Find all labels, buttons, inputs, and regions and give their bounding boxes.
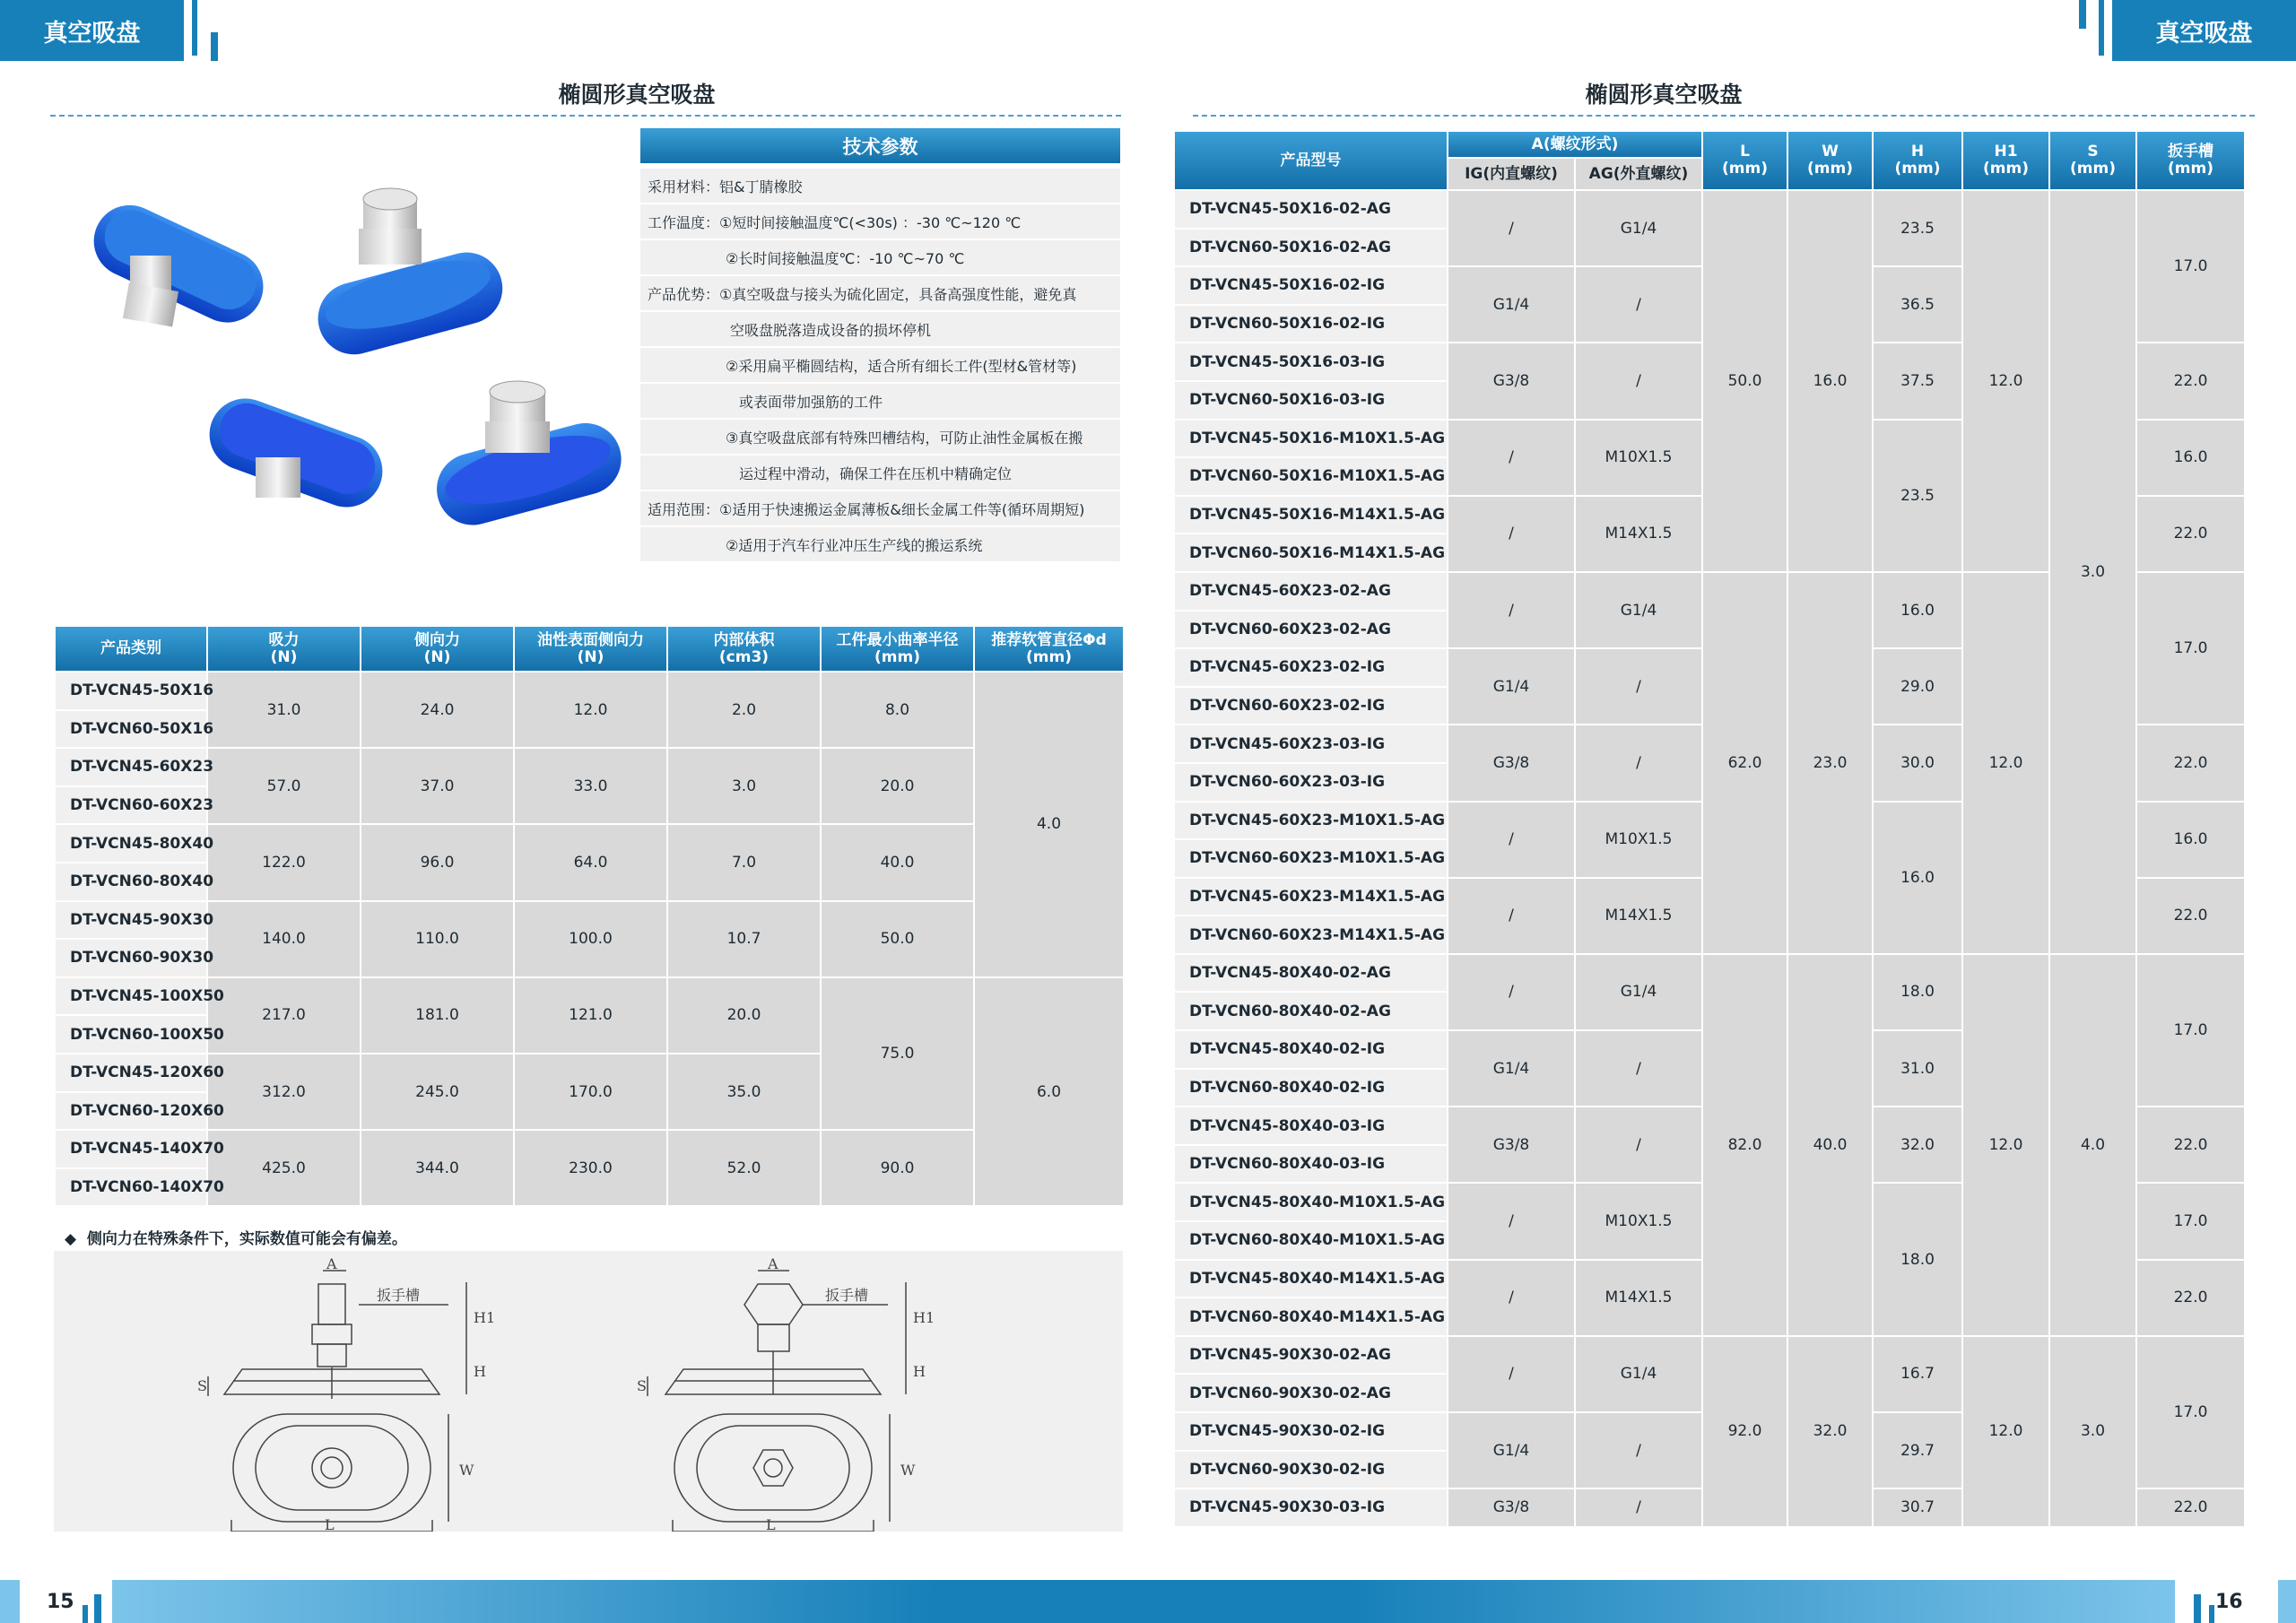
value-cell: 170.0 [514,1054,667,1130]
model-cell: DT-VCN45-60X23-03-IG [1174,725,1448,763]
value-cell: 140.0 [207,901,361,977]
model-cell: DT-VCN60-60X23-03-IG [1174,763,1448,802]
table-row [1174,1336,2245,1375]
hose-cell: 4.0 [974,672,1124,977]
slot-cell: 22.0 [2136,496,2245,572]
h-cell: 31.0 [1873,1030,1962,1107]
left-col-header [207,626,361,672]
ag-cell: G1/4 [1575,1336,1702,1412]
slot-cell: 22.0 [2136,1488,2245,1527]
ig-cell: / [1448,802,1575,878]
hose-cell: 6.0 [974,977,1124,1207]
h-cell: 30.0 [1873,725,1962,801]
value-cell: 40.0 [821,824,974,900]
col-w-unit: (mm) [1807,160,1853,178]
value-cell: 90.0 [821,1130,974,1206]
col-s-name: S [2087,143,2099,161]
slot-cell: 22.0 [2136,878,2245,954]
header-bar-decor [192,0,197,56]
ig-cell: G3/8 [1448,725,1575,801]
col-l [1702,131,1787,190]
model-cell: DT-VCN45-90X30-02-IG [1174,1412,1448,1451]
model-cell: DT-VCN45-90X30-02-AG [1174,1336,1448,1375]
value-cell: 230.0 [514,1130,667,1206]
model-cell: DT-VCN45-50X16 [55,672,207,710]
value-cell: 217.0 [207,977,361,1054]
slot-cell: 22.0 [2136,343,2245,419]
ig-cell: G3/8 [1448,1107,1575,1183]
spec-line: ②适用于汽车行业冲压生产线的搬运系统 [640,527,1120,563]
h-cell: 30.7 [1873,1488,1962,1527]
l-cell: 50.0 [1702,190,1787,572]
col-h [1873,131,1962,190]
drawing-view-1 [208,1271,466,1532]
ag-cell: G1/4 [1575,954,1702,1030]
footer-decor [83,1605,88,1623]
ig-cell: / [1448,496,1575,572]
ig-cell: G1/4 [1448,266,1575,343]
model-cell: DT-VCN60-60X23-M10X1.5-AG [1174,839,1448,878]
ig-cell: / [1448,1183,1575,1259]
ag-cell: / [1575,725,1702,801]
col-l-unit: (mm) [1722,160,1768,178]
model-cell: DT-VCN60-60X23-M14X1.5-AG [1174,916,1448,954]
h-cell: 29.7 [1873,1412,1962,1488]
header-bar-decor [2079,0,2086,29]
ig-cell: G3/8 [1448,343,1575,419]
value-cell: 96.0 [361,824,514,900]
ag-cell: M10X1.5 [1575,420,1702,496]
value-cell: 33.0 [514,748,667,824]
ag-cell: / [1575,266,1702,343]
footer-decor [2278,1580,2296,1623]
col-slot-name: 扳手槽 [2168,143,2214,161]
model-cell: DT-VCN45-60X23-02-AG [1174,572,1448,611]
header-text: (cm3) [718,647,770,666]
slot-cell: 17.0 [2136,954,2245,1107]
col-w [1787,131,1873,190]
dim-label-h: H [913,1363,926,1380]
header-text: 油性表面侧向力 [537,630,644,649]
left-spec-table [54,625,1125,1207]
dim-label-w: W [900,1462,916,1479]
col-slot-unit: (mm) [2168,160,2213,178]
ig-cell: G1/4 [1448,1412,1575,1488]
header-text: 内部体积 [713,630,775,649]
col-s-unit: (mm) [2070,160,2116,178]
right-section-title: 椭圆形真空吸盘 [1585,82,1743,108]
h-cell: 37.5 [1873,343,1962,419]
dim-label-h1: H1 [474,1309,496,1326]
table-row [1174,954,2245,993]
model-cell: DT-VCN45-50X16-03-IG [1174,343,1448,381]
h1-cell: 12.0 [1962,1336,2049,1527]
spec-line: 工作温度：①短时间接触温度℃(<30s) ：-30 ℃~120 ℃ [640,204,1120,240]
ig-cell: / [1448,420,1575,496]
ag-cell: G1/4 [1575,572,1702,648]
h1-cell: 12.0 [1962,954,2049,1336]
drawing-svg [54,1251,1123,1532]
h-cell: 36.5 [1873,266,1962,343]
s-cell: 3.0 [2049,190,2136,954]
drawing-view-2 [648,1271,906,1532]
model-cell: DT-VCN45-80X40-02-IG [1174,1030,1448,1069]
s-cell: 3.0 [2049,1336,2136,1527]
value-cell: 181.0 [361,977,514,1054]
ag-cell: M10X1.5 [1575,1183,1702,1259]
divider [50,115,1121,117]
col-h1 [1962,131,2049,190]
model-cell: DT-VCN45-60X23-M10X1.5-AG [1174,802,1448,840]
dim-label-w: W [459,1462,474,1479]
col-w-name: W [1822,143,1839,161]
spec-line: 或表面带加强筋的工件 [640,384,1120,420]
ag-cell: M14X1.5 [1575,878,1702,954]
header-text: 产品类别 [100,639,161,657]
col-ig: IG(内直螺纹) [1448,158,1575,190]
ag-cell: / [1575,1488,1702,1527]
page-number-left: 15 [47,1591,74,1613]
value-cell: 121.0 [514,977,667,1054]
col-model: 产品型号 [1174,131,1448,190]
s-cell: 4.0 [2049,954,2136,1336]
dim-label-h: H [474,1363,486,1380]
model-cell: DT-VCN60-50X16-02-IG [1174,305,1448,343]
model-cell: DT-VCN45-80X40-03-IG [1174,1107,1448,1145]
model-cell: DT-VCN45-50X16-M10X1.5-AG [1174,420,1448,458]
slot-cell: 17.0 [2136,190,2245,343]
model-cell: DT-VCN45-50X16-M14X1.5-AG [1174,496,1448,534]
col-ag: AG(外直螺纹) [1575,158,1702,190]
ag-cell: / [1575,1412,1702,1488]
value-cell: 110.0 [361,901,514,977]
col-thread: A(螺纹形式) [1448,131,1702,158]
table-row [55,672,1124,710]
footer-bar [112,1580,2175,1623]
value-cell: 245.0 [361,1054,514,1130]
slot-cell: 17.0 [2136,1183,2245,1259]
model-cell: DT-VCN60-80X40-03-IG [1174,1145,1448,1184]
model-cell: DT-VCN45-80X40-M10X1.5-AG [1174,1183,1448,1221]
w-cell: 40.0 [1787,954,1873,1336]
slot-cell: 17.0 [2136,1336,2245,1488]
h1-cell: 12.0 [1962,572,2049,954]
left-col-header [667,626,821,672]
header-text: 推荐软管直径Φd [991,630,1107,649]
model-cell: DT-VCN60-80X40-02-AG [1174,992,1448,1030]
model-cell: DT-VCN45-80X40-M14X1.5-AG [1174,1260,1448,1298]
header-text: (N) [270,647,298,666]
value-cell: 20.0 [667,977,821,1054]
col-s [2049,131,2136,190]
header-tab-right: 真空吸盘 [2112,0,2296,61]
value-cell: 10.7 [667,901,821,977]
model-cell: DT-VCN60-90X30 [55,939,207,977]
col-h1-unit: (mm) [1983,160,2029,178]
dim-label-slot: 扳手槽 [825,1287,869,1304]
divider [1193,115,2255,117]
dim-label-s: S [197,1377,207,1394]
left-col-header [361,626,514,672]
footer-decor [2209,1605,2214,1623]
model-cell: DT-VCN60-80X40-02-IG [1174,1069,1448,1107]
dim-label-h1: H1 [913,1309,935,1326]
model-cell: DT-VCN45-100X50 [55,977,207,1016]
dim-label-s: S [637,1377,647,1394]
technical-drawing [54,1251,1123,1532]
slot-cell: 22.0 [2136,1260,2245,1336]
spec-line: 运过程中滑动，确保工件在压机中精确定位 [640,456,1120,491]
ag-cell: / [1575,648,1702,725]
model-cell: DT-VCN60-50X16-02-AG [1174,229,1448,267]
model-cell: DT-VCN45-60X23-02-IG [1174,648,1448,687]
dim-label-l: L [766,1516,776,1532]
model-cell: DT-VCN60-50X16-03-IG [1174,381,1448,420]
product-image [54,161,628,547]
value-cell: 312.0 [207,1054,361,1130]
value-cell: 50.0 [821,901,974,977]
footer-decor [94,1594,101,1623]
table-row [55,824,1124,863]
spec-line: 适用范围：①适用于快速搬运金属薄板&细长金属工件等(循环周期短) [640,491,1120,527]
model-cell: DT-VCN60-90X30-02-IG [1174,1451,1448,1489]
slot-cell: 17.0 [2136,572,2245,725]
model-cell: DT-VCN60-50X16-M14X1.5-AG [1174,534,1448,572]
value-cell: 3.0 [667,748,821,824]
l-cell: 62.0 [1702,572,1787,954]
specs-title: 技术参数 [640,128,1120,163]
dim-label-l: L [325,1516,335,1532]
header-text: 工件最小曲率半径 [836,630,959,649]
model-cell: DT-VCN60-50X16 [55,710,207,749]
h1-cell: 12.0 [1962,190,2049,572]
model-cell: DT-VCN60-120X60 [55,1092,207,1131]
ag-cell: G1/4 [1575,190,1702,266]
value-cell: 35.0 [667,1054,821,1130]
w-cell: 16.0 [1787,190,1873,572]
model-cell: DT-VCN45-90X30-03-IG [1174,1488,1448,1527]
footer-decor [0,1580,20,1623]
model-cell: DT-VCN60-80X40-M10X1.5-AG [1174,1221,1448,1260]
ag-cell: M14X1.5 [1575,1260,1702,1336]
ig-cell: G1/4 [1448,648,1575,725]
value-cell: 12.0 [514,672,667,748]
header-text: 吸力 [268,630,300,649]
value-cell: 52.0 [667,1130,821,1206]
h-cell: 18.0 [1873,1183,1962,1335]
left-section-title: 椭圆形真空吸盘 [558,82,716,108]
spec-line: 采用材料：铝&丁腈橡胶 [640,169,1120,204]
left-col-header [821,626,974,672]
footer-decor [2194,1594,2201,1623]
value-cell: 31.0 [207,672,361,748]
header-bar-decor [211,32,218,61]
h-cell: 16.0 [1873,802,1962,954]
w-cell: 32.0 [1787,1336,1873,1527]
model-cell: DT-VCN45-60X23 [55,748,207,786]
h-cell: 16.7 [1873,1336,1962,1412]
col-slot [2136,131,2245,190]
spec-line: ③真空吸盘底部有特殊凹槽结构，可防止油性金属板在搬 [640,420,1120,456]
value-cell: 7.0 [667,824,821,900]
spec-line: ②采用扁平椭圆结构，适合所有细长工件(型材&管材等) [640,348,1120,384]
specs-list [640,169,1120,563]
col-h1-name: H1 [1994,143,2018,161]
dim-label-a: A [768,1255,778,1272]
page-number-right: 16 [2215,1591,2243,1613]
h-cell: 18.0 [1873,954,1962,1030]
ag-cell: / [1575,1107,1702,1183]
model-cell: DT-VCN45-50X16-02-AG [1174,190,1448,229]
col-h-unit: (mm) [1894,160,1941,178]
ag-cell: / [1575,1030,1702,1107]
left-col-header [514,626,667,672]
ig-cell: / [1448,1336,1575,1412]
value-cell: 2.0 [667,672,821,748]
value-cell: 20.0 [821,748,974,824]
left-col-header [974,626,1124,672]
slot-cell: 22.0 [2136,1107,2245,1183]
value-cell: 24.0 [361,672,514,748]
header-tab-left: 真空吸盘 [0,0,184,61]
model-cell: DT-VCN60-50X16-M10X1.5-AG [1174,457,1448,496]
right-spec-table [1173,130,2246,1528]
ag-cell: M10X1.5 [1575,802,1702,878]
header-text: 侧向力 [414,630,460,649]
value-cell: 122.0 [207,824,361,900]
header-text: (mm) [1026,647,1072,666]
spec-line: 空吸盘脱落造成设备的损坏停机 [640,312,1120,348]
table-row [55,977,1124,1016]
model-cell: DT-VCN45-50X16-02-IG [1174,266,1448,305]
table-row [55,1130,1124,1168]
value-cell: 75.0 [821,977,974,1130]
dim-label-a: A [326,1255,337,1272]
model-cell: DT-VCN45-80X40-02-AG [1174,954,1448,993]
ig-cell: G1/4 [1448,1030,1575,1107]
header-text: (N) [577,647,604,666]
h-cell: 16.0 [1873,572,1962,648]
value-cell: 100.0 [514,901,667,977]
h-cell: 23.5 [1873,190,1962,266]
value-cell: 344.0 [361,1130,514,1206]
model-cell: DT-VCN60-60X23-02-IG [1174,687,1448,725]
ig-cell: / [1448,954,1575,1030]
ag-cell: / [1575,343,1702,419]
model-cell: DT-VCN60-100X50 [55,1015,207,1054]
slot-cell: 16.0 [2136,802,2245,878]
ig-cell: / [1448,572,1575,648]
h-cell: 32.0 [1873,1107,1962,1183]
left-col-header [55,626,207,672]
model-cell: DT-VCN60-80X40-M14X1.5-AG [1174,1298,1448,1336]
value-cell: 37.0 [361,748,514,824]
model-cell: DT-VCN60-60X23 [55,786,207,825]
model-cell: DT-VCN60-80X40 [55,863,207,901]
slot-cell: 16.0 [2136,420,2245,496]
ig-cell: / [1448,1260,1575,1336]
value-cell: 8.0 [821,672,974,748]
model-cell: DT-VCN45-60X23-M14X1.5-AG [1174,878,1448,916]
h-cell: 29.0 [1873,648,1962,725]
spec-line: ②长时间接触温度℃：-10 ℃~70 ℃ [640,240,1120,276]
model-cell: DT-VCN60-90X30-02-AG [1174,1374,1448,1412]
slot-cell: 22.0 [2136,725,2245,801]
dim-label-slot: 扳手槽 [377,1287,421,1304]
w-cell: 23.0 [1787,572,1873,954]
model-cell: DT-VCN45-120X60 [55,1054,207,1092]
model-cell: DT-VCN45-140X70 [55,1130,207,1168]
model-cell: DT-VCN45-80X40 [55,824,207,863]
value-cell: 57.0 [207,748,361,824]
ig-cell: / [1448,190,1575,266]
value-cell: 64.0 [514,824,667,900]
model-cell: DT-VCN45-90X30 [55,901,207,940]
l-cell: 92.0 [1702,1336,1787,1527]
note-text: 侧向力在特殊条件下，实际数值可能会有偏差。 [86,1230,407,1248]
ig-cell: G3/8 [1448,1488,1575,1527]
header-bar-decor [2099,0,2104,56]
model-cell: DT-VCN60-60X23-02-AG [1174,611,1448,649]
spec-line: 产品优势：①真空吸盘与接头为硫化固定，具备高强度性能，避免真 [640,276,1120,312]
table-row [55,901,1124,940]
header-text: (mm) [874,647,920,666]
l-cell: 82.0 [1702,954,1787,1336]
note: ◆ 侧向力在特殊条件下，实际数值可能会有偏差。 [65,1230,407,1248]
model-cell: DT-VCN60-140X70 [55,1168,207,1207]
table-row [55,748,1124,786]
table-row [1174,190,2245,229]
h-cell: 23.5 [1873,420,1962,572]
value-cell: 425.0 [207,1130,361,1206]
col-l-name: L [1740,143,1750,161]
header-text: (N) [423,647,451,666]
ig-cell: / [1448,878,1575,954]
col-h-name: H [1910,143,1925,161]
ag-cell: M14X1.5 [1575,496,1702,572]
